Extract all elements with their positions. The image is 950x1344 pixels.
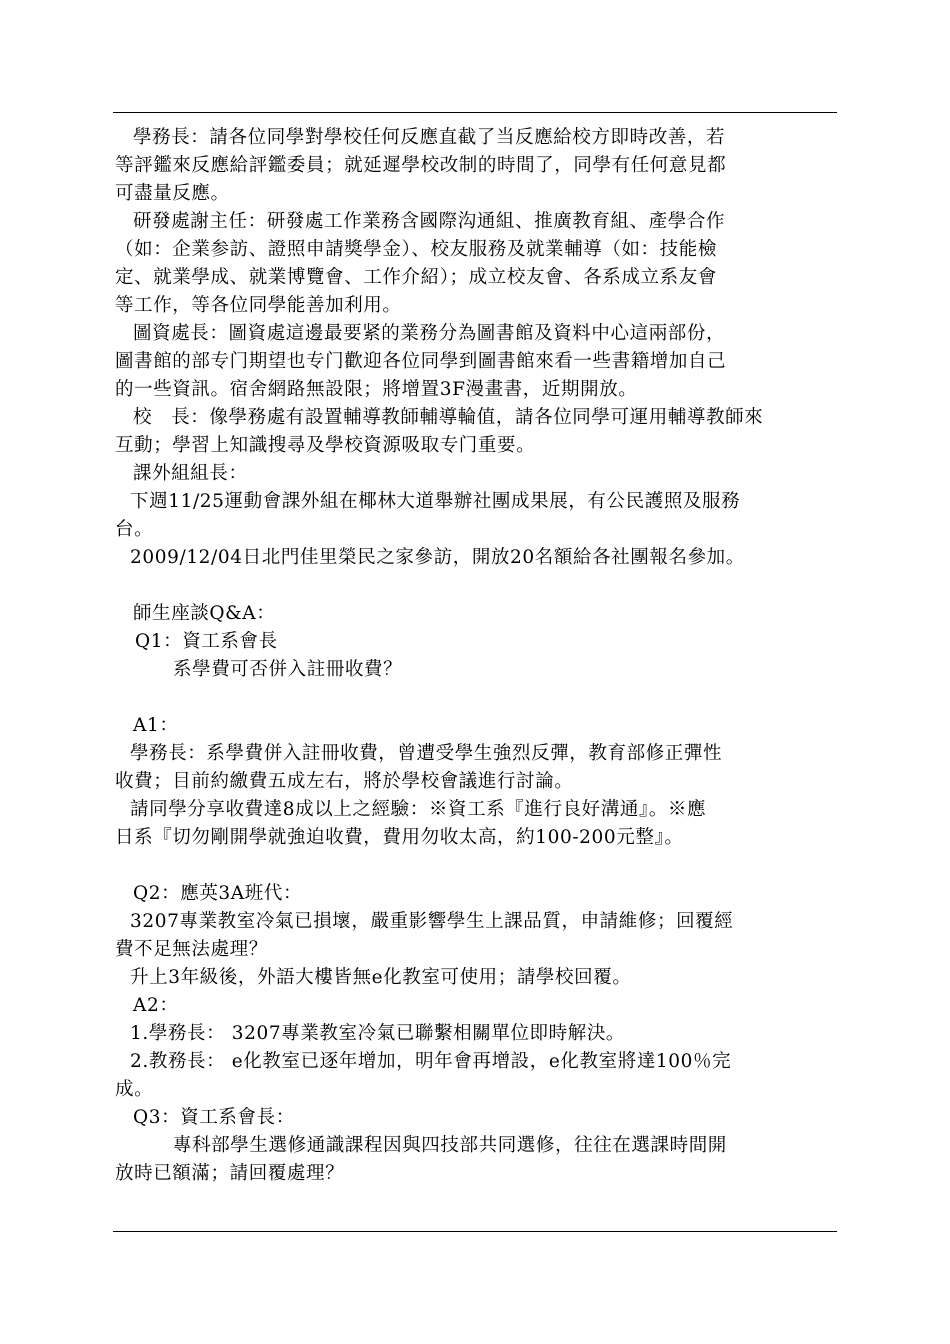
text-line: 2.教務長： e化教室已逐年增加，明年會再增設，e化教室將達100％完: [130, 1051, 732, 1072]
text-line: 校 長：像學務處有設置輔導教師輔導輪值，請各位同學可運用輔導教師來: [133, 407, 764, 428]
text-line: 成。: [115, 1079, 154, 1100]
text-line: 研發處謝主任：研發處工作業務含國際沟通組、推廣教育組、產學合作: [133, 211, 726, 232]
text-line: Q1：資工系會長: [135, 631, 278, 652]
text-line: 1.學務長： 3207專業教室冷氣已聯繫相關單位即時解決。: [130, 1023, 626, 1044]
text-line: Q2：應英3A班代：: [133, 883, 303, 904]
blank-line: [115, 684, 835, 712]
text-line: （如：企業参訪、證照申請獎學金）、校友服務及就業輔導（如：技能檢: [115, 239, 717, 260]
text-line: 3207專業教室冷氣已損壞，嚴重影響學生上課品質，申請維修；回覆經: [130, 911, 734, 932]
text-line: 日系『切勿剛開學就強迫收費，費用勿收太高，約100-200元整』。: [115, 827, 684, 848]
document-body: [115, 124, 835, 1188]
text-line: 下週11/25運動會課外組在椰林大道舉辦社團成果展，有公民護照及服務: [130, 491, 741, 512]
text-line: 收費；目前約繳費五成左右，將於學校會議進行討論。: [115, 771, 574, 792]
text-line: 圖資處長：圖資處這邊最要紧的業務分為圖書館及資料中心這兩部份，: [133, 323, 726, 344]
text-line: 的一些資訊。宿舍網路無設限；將增置3F漫畫書，近期開放。: [115, 379, 638, 400]
text-line: 專科部學生選修通識課程因與四技部共同選修，往往在選課時間開: [173, 1135, 727, 1156]
text-line: A1：: [133, 715, 179, 736]
text-line: 學務長：系學費併入註冊收費，曾遭受學生強烈反彈，教育部修正彈性: [130, 743, 723, 764]
text-line: 學務長：請各位同學對學校任何反應直截了当反應給校方即時改善，若: [133, 127, 726, 148]
blank-line: [115, 852, 835, 880]
text-line: 2009/12/04日北門佳里榮民之家參訪，開放20名額給各社團報名參加。: [130, 547, 745, 568]
text-line: 請同學分享收費達8成以上之經驗：※資工系『進行良好溝通』。※應: [130, 799, 707, 820]
text-line: 定、就業學成、就業博覽會、工作介紹）；成立校友會、各系成立系友會: [115, 267, 717, 288]
text-line: 系學費可否併入註冊收費？: [173, 659, 403, 680]
text-line: A2：: [133, 995, 179, 1016]
text-line: 圖書館的部专门期望也专门歡迎各位同學到圖書館來看一些書籍增加自己: [115, 351, 727, 372]
text-line: 等工作，等各位同學能善加利用。: [115, 295, 402, 316]
text-line: Q3：資工系會長：: [133, 1107, 295, 1128]
text-line: 費不足無法處理？: [115, 939, 268, 960]
text-line: 放時已額滿；請回覆處理？: [115, 1163, 345, 1184]
blank-line: [115, 572, 835, 600]
text-line: 互動；學習上知識搜尋及學校資源吸取专门重要。: [115, 435, 536, 456]
text-line: 課外組組長：: [133, 463, 248, 484]
text-line: 等評鑑來反應給評鑑委員；就延遲學校改制的時間了，同學有任何意見都: [115, 155, 727, 176]
text-line: 師生座談Q&A：: [133, 603, 276, 624]
footer-rule: [113, 1231, 837, 1232]
text-line: 可盡量反應。: [115, 183, 230, 204]
header-rule: [113, 112, 837, 113]
text-line: 台。: [115, 519, 154, 540]
text-line: 升上3年級後，外語大樓皆無e化教室可使用；請學校回覆。: [130, 967, 632, 988]
